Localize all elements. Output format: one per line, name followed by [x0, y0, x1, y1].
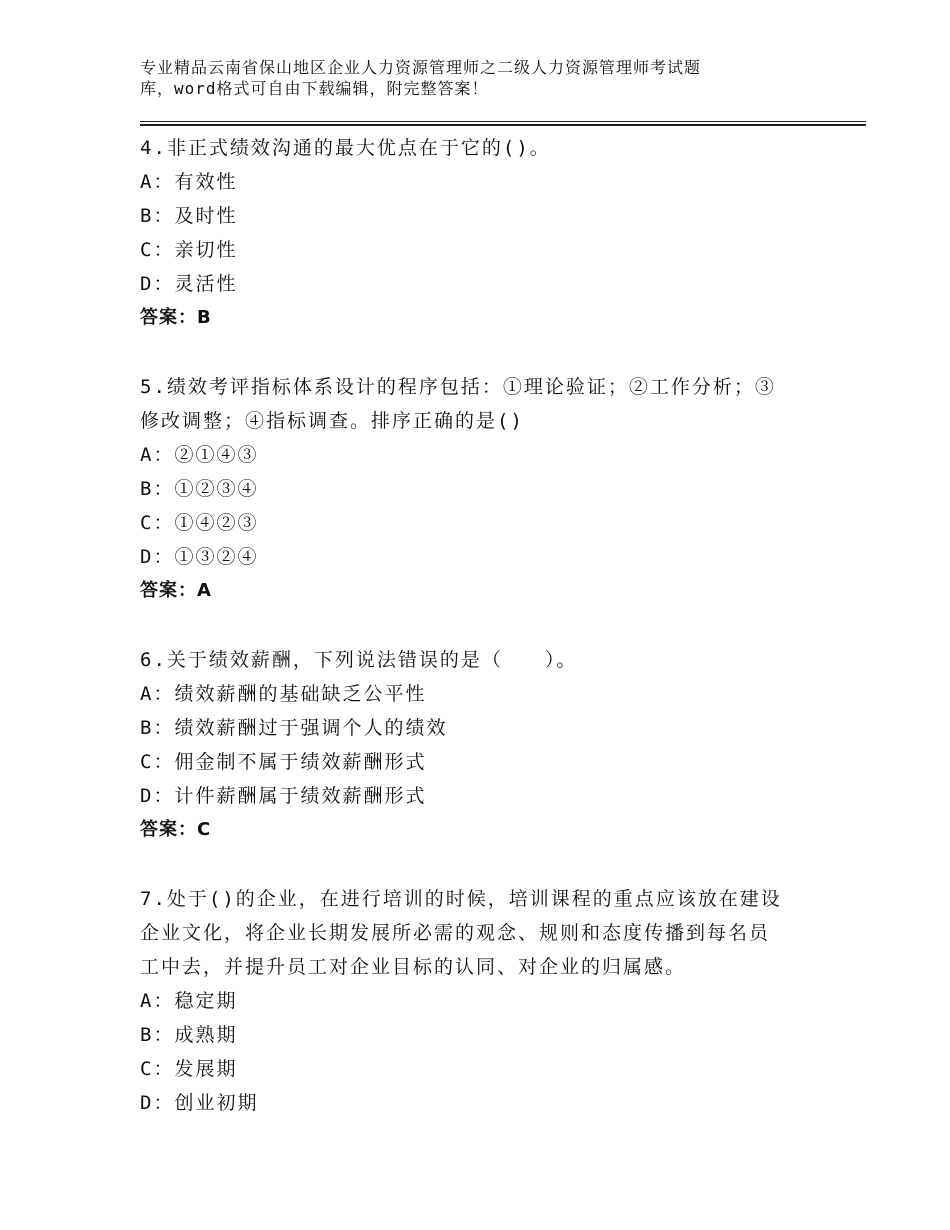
header-line-2: 库，word格式可自由下载编辑，附完整答案！: [140, 79, 489, 98]
document-header: [140, 57, 820, 99]
option-a: A：绩效薪酬的基础缺乏公平性: [140, 683, 427, 705]
option-b: B：成熟期: [140, 1024, 238, 1046]
option-a: A：②①④③: [140, 444, 259, 466]
option-c: C：佣金制不属于绩效薪酬形式: [140, 751, 427, 773]
question-6: [140, 643, 810, 847]
option-b: B：绩效薪酬过于强调个人的绩效: [140, 717, 448, 739]
question-5: [140, 370, 810, 608]
question-stem-line-1: 7.处于()的企业，在进行培训的时候，培训课程的重点应该放在建设: [140, 888, 782, 910]
header-divider-thick: [140, 124, 866, 126]
question-stem-line-2: 企业文化，将企业长期发展所必需的观念、规则和态度传播到每名员: [140, 922, 771, 944]
question-7: [140, 882, 810, 1120]
answer: 答案：A: [140, 580, 212, 601]
header-divider-thin: [140, 121, 866, 122]
option-b: B：①②③④: [140, 478, 259, 500]
question-stem-line-2: 修改调整；④指标调查。排序正确的是(): [140, 410, 524, 432]
header-line-1: 专业精品云南省保山地区企业人力资源管理师之二级人力资源管理师考试题: [140, 58, 702, 77]
option-c: C：①④②③: [140, 512, 259, 534]
question-4: [140, 131, 810, 335]
option-d: D：灵活性: [140, 273, 238, 295]
spacer: [140, 847, 810, 882]
question-list: [140, 129, 810, 1120]
question-stem-line-3: 工中去，并提升员工对企业目标的认同、对企业的归属感。: [140, 956, 687, 978]
answer: 答案：B: [140, 307, 212, 328]
option-c: C：发展期: [140, 1058, 238, 1080]
spacer: [140, 608, 810, 643]
option-d: D：①③②④: [140, 546, 259, 568]
question-stem-line-1: 5.绩效考评指标体系设计的程序包括：①理论验证；②工作分析；③: [140, 376, 776, 398]
option-a: A：有效性: [140, 171, 238, 193]
option-d: D：计件薪酬属于绩效薪酬形式: [140, 785, 427, 807]
question-stem: 4.非正式绩效沟通的最大优点在于它的()。: [140, 137, 551, 159]
option-d: D：创业初期: [140, 1092, 259, 1114]
spacer: [140, 335, 810, 370]
question-stem: 6.关于绩效薪酬，下列说法错误的是（ ）。: [140, 649, 578, 671]
option-b: B：及时性: [140, 205, 238, 227]
option-c: C：亲切性: [140, 239, 238, 261]
answer: 答案：C: [140, 819, 212, 840]
option-a: A：稳定期: [140, 990, 238, 1012]
